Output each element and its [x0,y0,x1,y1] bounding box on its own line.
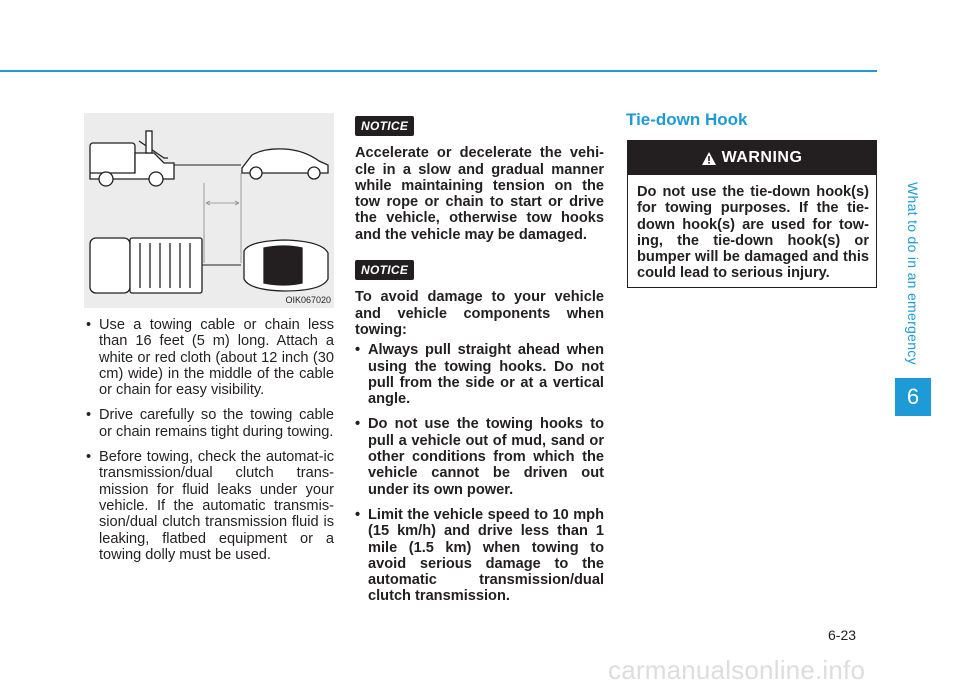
warning-label: WARNING [721,149,803,166]
page-number: 6-23 [828,627,857,643]
column-2 [355,116,604,614]
tow-truck-diagram-icon [84,113,334,308]
figure-code: OIK067020 [285,295,331,305]
notice-badge: NOTICE [355,260,414,280]
section-title: Tie-down Hook [626,110,748,129]
list-item: • Do not use the towing hooks to pull a vehicle out of mud, sand or other conditions from which the vehicle cannot be driven out under its own power. [355,416,604,497]
notice-intro: To avoid damage to your vehicle and vehicle components when towing: [355,289,604,338]
chapter-tab-label: What to do in an emergency [905,181,921,365]
list-item: • Drive carefully so the towing cable or chain remains tight during towing. [86,407,334,440]
header-rule [0,70,877,72]
list-item: • Always pull straight ahead when using the towing hooks. Do not pull from the side or at a vertical angle. [355,342,604,407]
column-1 [86,317,334,572]
towing-hook-notice-list [355,342,604,604]
notice-text: Accelerate or decelerate the vehi-cle in a slow and gradual manner while maintaining tension on the tow rope or chain to start or drive the vehicle, otherwise tow hooks and the vehicle may be damaged. [355,145,604,243]
chapter-tab[interactable] [895,168,931,378]
warning-header [628,141,876,175]
warning-text: Do not use the tie-down hook(s) for towing purposes. If the tie-down hook(s) are used for tow-ing, the tie-down hook(s) or bumper will be damaged and this could lead to serious injury. [637,184,869,282]
towing-illustration [84,113,334,308]
chapter-number-badge: 6 [895,378,931,416]
site-watermark: carmanualsonline.info [608,655,866,685]
warning-triangle-icon [702,152,716,165]
list-item: • Limit the vehicle speed to 10 mph (15 km/h) and drive less than 1 mile (1.5 km) when towing to avoid serious damage to the automatic transmission/dual clutch transmission. [355,507,604,605]
notice-badge: NOTICE [355,116,414,136]
warning-box [627,140,877,288]
towing-tips-list [86,317,334,563]
list-item: • Before towing, check the automat-ic transmission/dual clutch trans-mission for fluid leaks under your vehicle. If the automatic transmis-sion/dual clutch transmission fluid is leaking, flatbed equipment or a towing dolly must be used. [86,449,334,563]
list-item: • Use a towing cable or chain less than 16 feet (5 m) long. Attach a white or red cloth (about 12 inch (30 cm) wide) in the middle of the cable or chain for easy visibility. [86,317,334,398]
